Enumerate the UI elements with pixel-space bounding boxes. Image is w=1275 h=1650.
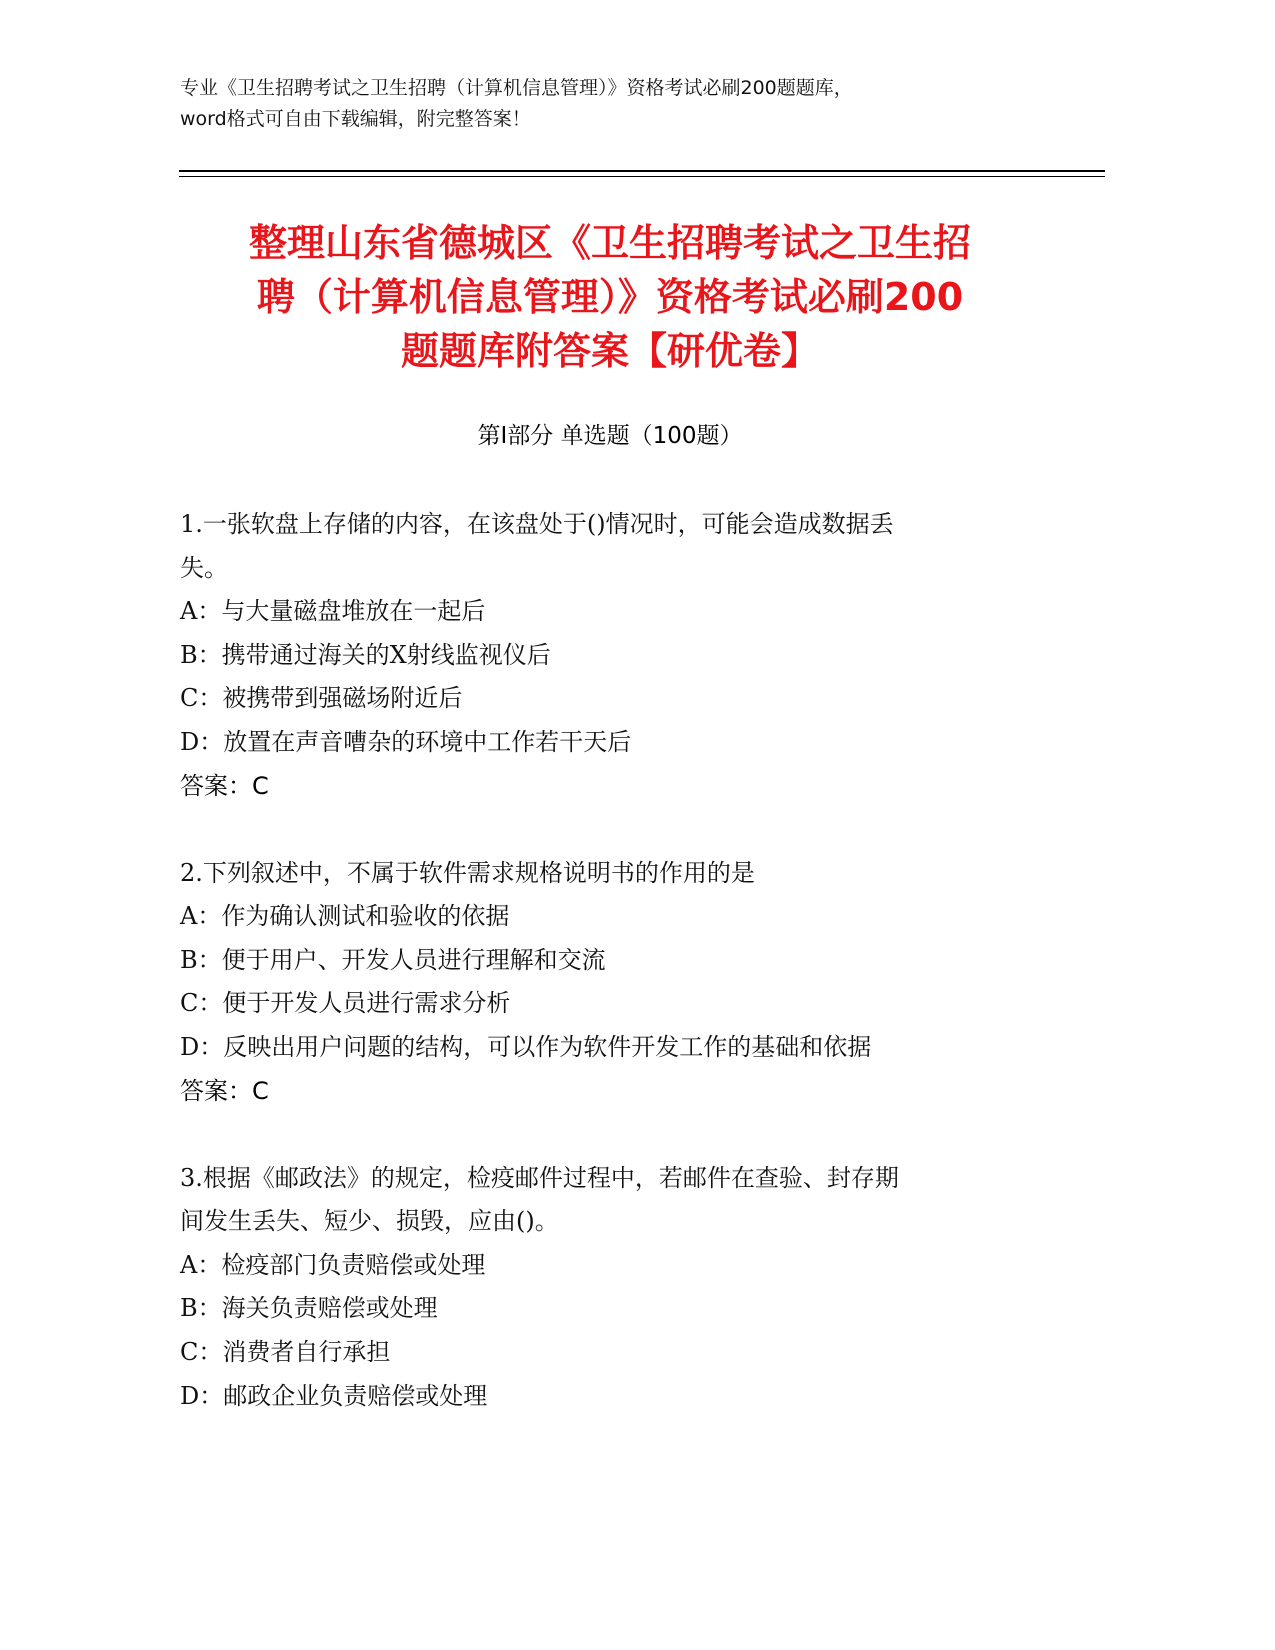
- question-option: B：海关负责赔偿或处理: [180, 1294, 438, 1322]
- section-title: 第Ⅰ部分 单选题（100题）: [477, 423, 743, 449]
- title-line: 整理山东省德城区《卫生招聘考试之卫生招: [248, 221, 971, 265]
- question-stem: 2.下列叙述中，不属于软件需求规格说明书的作用的是: [180, 859, 755, 887]
- question-option: C：被携带到强磁场附近后: [180, 684, 463, 712]
- question-option: B：携带通过海关的X射线监视仪后: [180, 641, 551, 669]
- header-divider-thin: [179, 176, 1105, 177]
- question-option: A：作为确认测试和验收的依据: [180, 902, 510, 930]
- header-note-line: word格式可自由下载编辑，附完整答案！: [180, 108, 531, 130]
- question-stem: 3.根据《邮政法》的规定，检疫邮件过程中，若邮件在查验、封存期: [180, 1164, 899, 1192]
- question-option: B：便于用户、开发人员进行理解和交流: [180, 946, 606, 974]
- question-stem: 失。: [180, 554, 228, 582]
- header-divider: [179, 170, 1105, 172]
- question-answer: 答案：C: [180, 1077, 269, 1105]
- question-option: A：检疫部门负责赔偿或处理: [180, 1251, 486, 1279]
- question-option: C：消费者自行承担: [180, 1338, 391, 1366]
- question-option: D：邮政企业负责赔偿或处理: [180, 1382, 488, 1410]
- question-option: C：便于开发人员进行需求分析: [180, 989, 511, 1017]
- question-stem: 间发生丢失、短少、损毁，应由()。: [180, 1207, 559, 1235]
- question-option: A：与大量磁盘堆放在一起后: [180, 597, 486, 625]
- title-line: 聘（计算机信息管理）》资格考试必刷200: [256, 275, 964, 319]
- question-option: D：反映出用户问题的结构，可以作为软件开发工作的基础和依据: [180, 1033, 872, 1061]
- header-note: [180, 73, 1080, 135]
- document-title: [180, 216, 1040, 378]
- header-note-line: 专业《卫生招聘考试之卫生招聘（计算机信息管理）》资格考试必刷200题题库，: [180, 77, 853, 99]
- title-line: 题题库附答案【研优卷】: [400, 329, 819, 373]
- question-option: D：放置在声音嘈杂的环境中工作若干天后: [180, 728, 632, 756]
- question-stem: 1.一张软盘上存储的内容，在该盘处于()情况时，可能会造成数据丢: [180, 510, 894, 538]
- question-answer: 答案：C: [180, 772, 269, 800]
